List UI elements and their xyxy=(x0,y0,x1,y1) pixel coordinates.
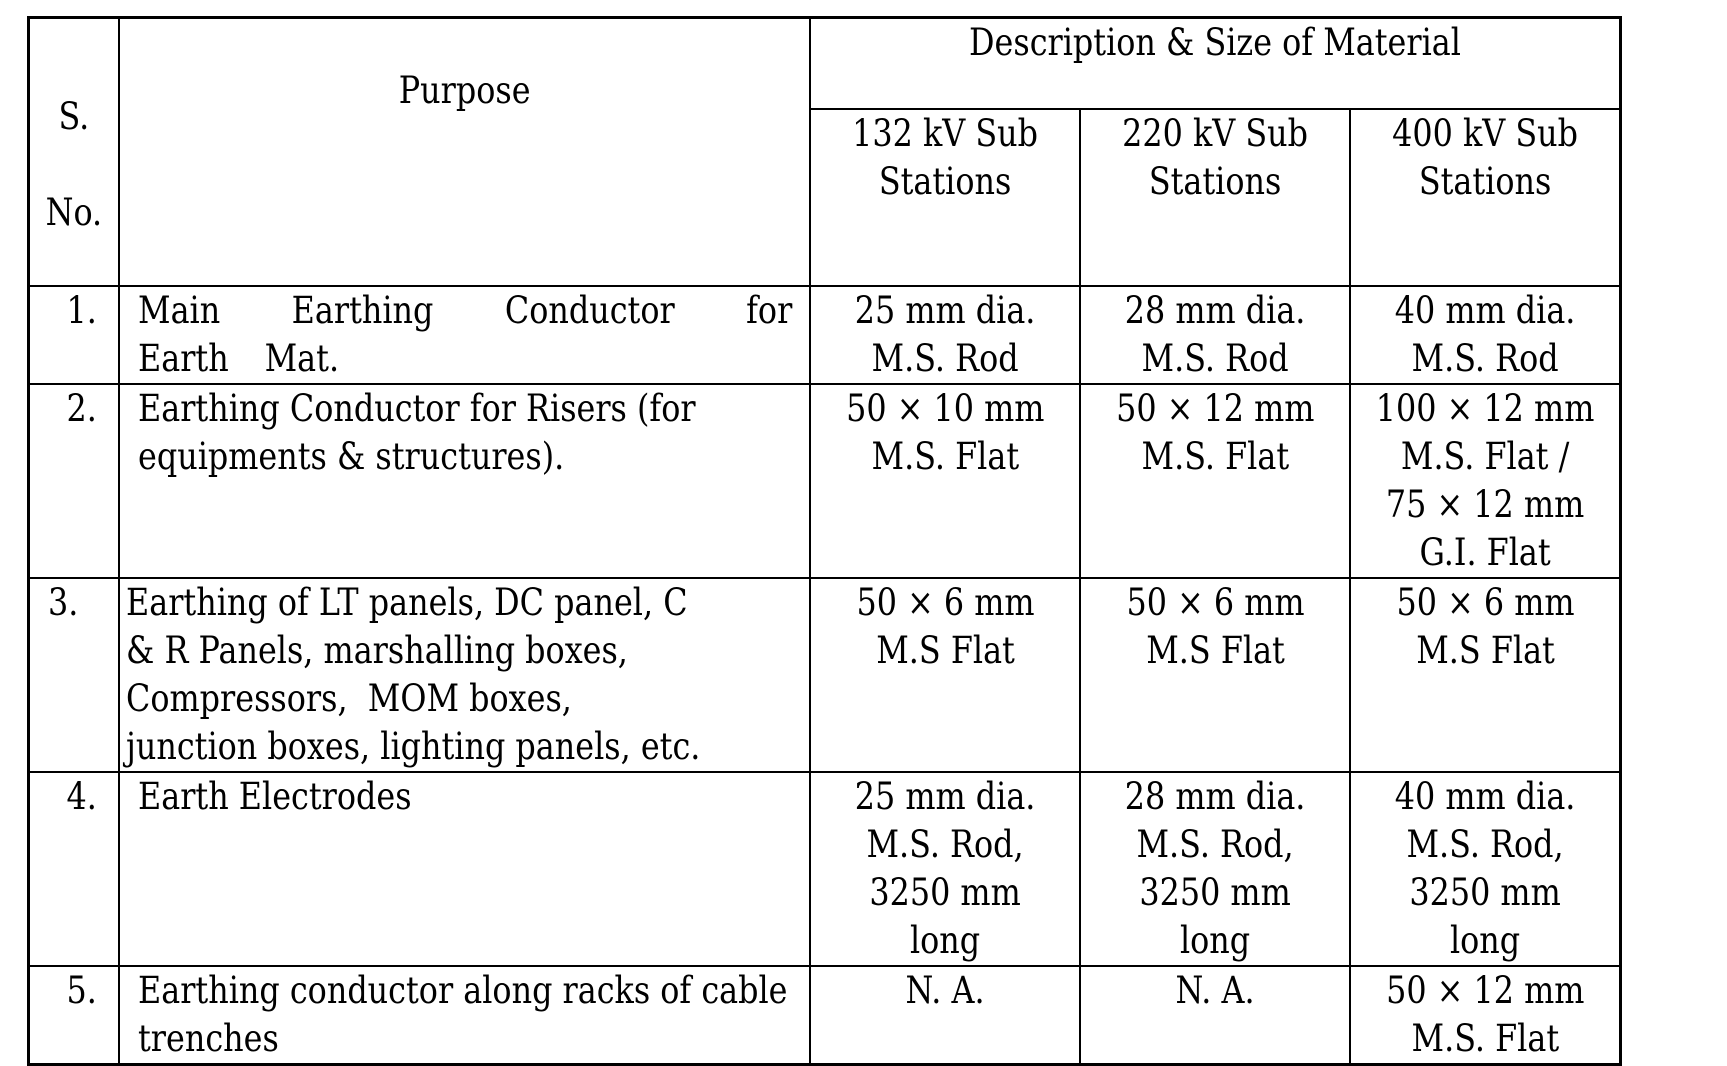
row-sno: 2. xyxy=(29,384,119,578)
earthing-material-table xyxy=(27,16,1622,1066)
row-400kv: 40 mm dia. M.S. Rod xyxy=(1350,286,1620,384)
row-sno: 4. xyxy=(29,772,119,966)
row-220kv: 50 × 12 mm M.S. Flat xyxy=(1080,384,1350,578)
row-132kv: 25 mm dia. M.S. Rod, 3250 mm long xyxy=(810,772,1080,966)
row-purpose: Main Earthing Conductor for Earth Mat. xyxy=(119,286,811,384)
row-132kv: N. A. xyxy=(810,966,1080,1065)
header-400kv: 400 kV Sub Stations xyxy=(1350,109,1620,286)
header-row-1 xyxy=(29,18,1621,109)
header-132kv: 132 kV Sub Stations xyxy=(810,109,1080,286)
header-purpose: Purpose xyxy=(119,18,811,287)
row-purpose: Earthing conductor along racks of cable trenches xyxy=(119,966,811,1065)
row-sno: 3. xyxy=(29,578,119,772)
header-220kv: 220 kV Sub Stations xyxy=(1080,109,1350,286)
table-row xyxy=(29,578,1621,772)
row-purpose: Earthing Conductor for Risers (for equipments & structures). xyxy=(119,384,811,578)
row-400kv: 100 × 12 mm M.S. Flat / 75 × 12 mm G.I. Flat xyxy=(1350,384,1620,578)
row-132kv: 50 × 6 mm M.S Flat xyxy=(810,578,1080,772)
header-sno xyxy=(29,18,119,287)
row-132kv: 50 × 10 mm M.S. Flat xyxy=(810,384,1080,578)
table-row xyxy=(29,772,1621,966)
row-purpose: Earth Electrodes xyxy=(119,772,811,966)
row-purpose: Earthing of LT panels, DC panel, C & R Panels, marshalling boxes, Compressors, MOM boxes, junction boxes, lighting panels, etc. xyxy=(119,578,811,772)
row-220kv: 50 × 6 mm M.S Flat xyxy=(1080,578,1350,772)
row-220kv: 28 mm dia. M.S. Rod, 3250 mm long xyxy=(1080,772,1350,966)
row-400kv: 50 × 12 mm M.S. Flat xyxy=(1350,966,1620,1065)
row-132kv: 25 mm dia. M.S. Rod xyxy=(810,286,1080,384)
row-220kv: 28 mm dia. M.S. Rod xyxy=(1080,286,1350,384)
row-sno: 1. xyxy=(29,286,119,384)
header-description-group: Description & Size of Material xyxy=(810,18,1620,109)
row-400kv: 50 × 6 mm M.S Flat xyxy=(1350,578,1620,772)
table-row xyxy=(29,966,1621,1065)
row-400kv: 40 mm dia. M.S. Rod, 3250 mm long xyxy=(1350,772,1620,966)
table-row xyxy=(29,384,1621,578)
row-sno: 5. xyxy=(29,966,119,1065)
row-220kv: N. A. xyxy=(1080,966,1350,1065)
table-row xyxy=(29,286,1621,384)
header-sno-line1: S. xyxy=(58,95,90,138)
header-sno-line2: No. xyxy=(45,191,103,234)
